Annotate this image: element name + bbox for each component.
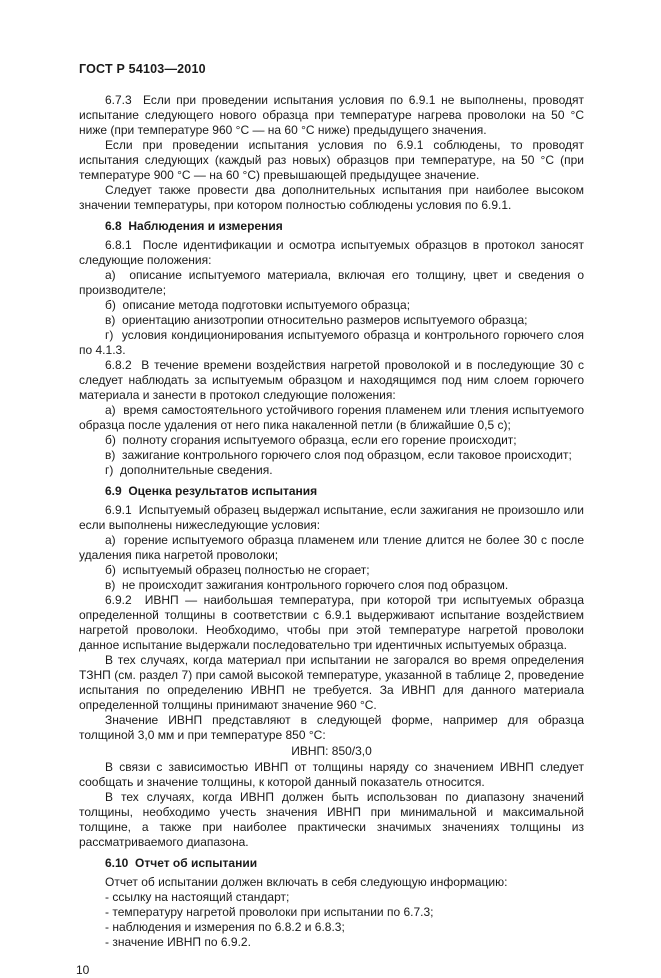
report-list-item: - температуру нагретой проволоки при испытании по 6.7.3; (105, 905, 434, 919)
paragraph-6-8-1: 6.8.1 После идентификации и осмотра испытуемых образцов в протокол заносят следующие положения: (79, 238, 584, 267)
heading-6-9: 6.9 Оценка результатов испытания (105, 484, 318, 498)
paragraph: В связи с зависимостью ИВНП от толщины наряду со значением ИВНП следует сообщать и значение толщины, к которой данный показатель относится. (79, 760, 584, 789)
list-item-v: в) не происходит зажигания контрольного горючего слоя под образцом. (105, 578, 509, 592)
report-list-item: - значение ИВНП по 6.9.2. (105, 935, 251, 949)
formula-line: ИВНП: 850/3,0 (291, 744, 372, 758)
list-item-g: г) условия кондиционирования испытуемого образца и контрольного горючего слоя по 4.1.3. (79, 328, 584, 357)
paragraph-6-9-1: 6.9.1 Испытуемый образец выдержал испытание, если зажигания не произошло или если выполнены нижеследующие условия: (79, 503, 584, 532)
paragraph-6-7-3: 6.7.3 Если при проведении испытания условия по 6.9.1 не выполнены, проводят испытание следующего нового образца при температуре нагрева проволоки на 50 °С ниже (при температуре 960 °С — на 60 °С ниже) предыдущего значения. (79, 93, 584, 137)
list-item-b: б) полноту сгорания испытуемого образца, если его горение происходит; (105, 433, 517, 447)
paragraph: В тех случаях, когда ИВНП должен быть использован по диапазону значений толщины, необходимо учесть значения ИВНП при минимальной и максимальной толщине, а также при наиболее практически значимых значениях толщины из рассматриваемого диапазона. (79, 790, 584, 849)
list-item-b: б) испытуемый образец полностью не сгорает; (105, 563, 370, 577)
paragraph: Значение ИВНП представляют в следующей форме, например для образца толщиной 3,0 мм и при температуре 850 °С: (79, 713, 584, 742)
list-item-v: в) ориентацию анизотропии относительно размеров испытуемого образца; (105, 313, 528, 327)
heading-6-8: 6.8 Наблюдения и измерения (105, 219, 283, 233)
list-item-a: а) время самостоятельного устойчивого горения пламенем или тления испытуемого образца после удаления от него пика накаленной петли (в ближайшие 0,5 с); (79, 403, 584, 432)
heading-6-10: 6.10 Отчет об испытании (105, 856, 258, 870)
paragraph-6-9-2: 6.9.2 ИВНП — наибольшая температура, при которой три испытуемых образца определенной толщины в соответствии с 6.9.1 выдерживают испытание воздействием нагретой проволоки. Необходимо, чтобы при этой температуре нагретой проволоки данное испытание выдержали последовательно три идентичных испытуемых образца. (79, 593, 584, 652)
standard-number-header: ГОСТ Р 54103—2010 (79, 62, 206, 76)
paragraph: Следует также провести два дополнительных испытания при наиболее высоком значении температуры, при котором полностью соблюдены условия по 6.9.1. (79, 183, 584, 212)
list-item-v: в) зажигание контрольного горючего слоя под образцом, если таковое происходит; (105, 448, 572, 462)
report-list-item: - наблюдения и измерения по 6.8.2 и 6.8.3; (105, 920, 345, 934)
paragraph-6-8-2: 6.8.2 В течение времени воздействия нагретой проволокой и в последующие 30 с следует наблюдать за испытуемым образцом и находящимся под ним слоем горючего материала и занести в протокол следующие положения: (79, 358, 584, 402)
paragraph: Если при проведении испытания условия по 6.9.1 соблюдены, то проводят испытания следующих (каждый раз новых) образцов при температуре, на 50 °С (при температуре 900 °С — на 60 °С) превышающей предыдущее значение. (79, 138, 584, 182)
document-body (79, 93, 584, 950)
list-item-b: б) описание метода подготовки испытуемого образца; (105, 298, 411, 312)
list-item-a: а) горение испытуемого образца пламенем или тление длится не более 30 с после удаления пика нагретой проволоки; (79, 533, 584, 562)
paragraph: В тех случаях, когда материал при испытании не загорался во время определения ТЗНП (см. раздел 7) при самой высокой температуре, указанной в таблице 2, проведение испытания по определению ИВНП не требуется. За ИВНП для данного материала определенной толщины принимают значение 960 °С. (79, 653, 584, 712)
report-list-item: - ссылку на настоящий стандарт; (105, 890, 290, 904)
paragraph: Отчет об испытании должен включать в себя следующую информацию: (105, 875, 508, 889)
list-item-g: г) дополнительные сведения. (105, 463, 273, 477)
page-number: 10 (76, 963, 90, 977)
list-item-a: а) описание испытуемого материала, включая его толщину, цвет и сведения о производителе; (79, 268, 584, 297)
